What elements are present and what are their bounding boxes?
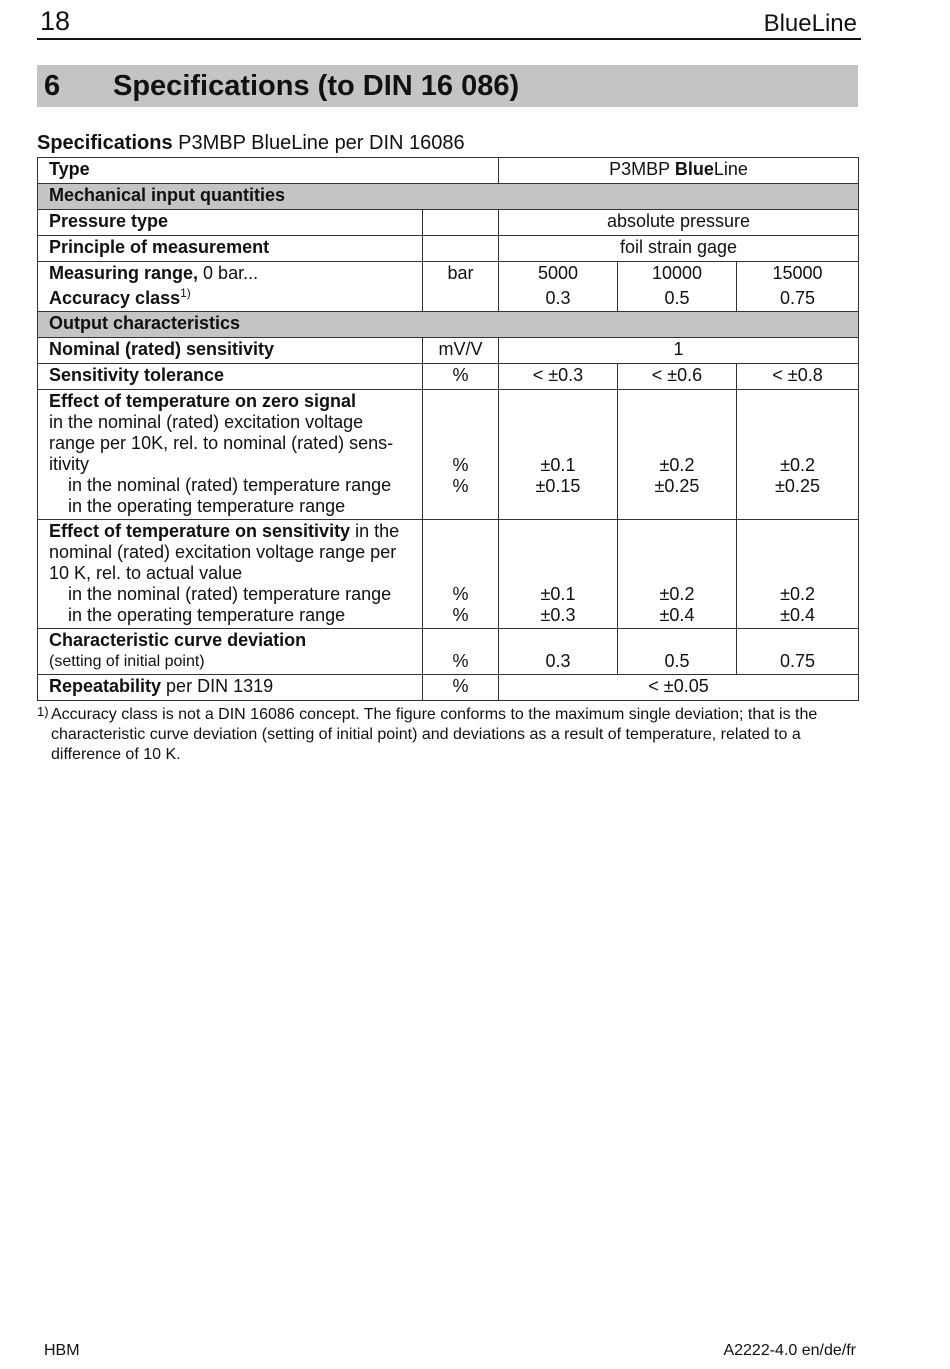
table-row [38, 364, 859, 390]
section-number: 6 [44, 70, 61, 102]
unit: % [452, 476, 469, 496]
nominal-sensitivity-value: 1 [499, 338, 859, 364]
curve-deviation-sub: (setting of initial point) [49, 653, 205, 670]
range-value: 15000 [772, 263, 823, 283]
section-heading [37, 65, 858, 107]
value: ±0.15 [535, 476, 581, 496]
accuracy-value: 0.3 [545, 288, 571, 308]
table-row [38, 312, 859, 338]
sensitivity-effect-sub-nominal: in the nominal (rated) temperature range [68, 584, 392, 604]
value: ±0.2 [659, 455, 695, 475]
caption-rest: P3MBP BlueLine per DIN 16086 [172, 132, 465, 154]
principle-unit [423, 236, 499, 262]
repeatability-rest: per DIN 1319 [161, 676, 274, 696]
sensitivity-effect-label [38, 520, 423, 629]
range-value: 10000 [651, 263, 703, 283]
type-label: Type [38, 158, 499, 184]
table-row [38, 338, 859, 364]
table-row [38, 520, 859, 629]
measuring-range-unit: bar [423, 262, 499, 312]
sensitivity-effect-values [618, 520, 737, 629]
sensitivity-effect-values [499, 520, 618, 629]
pressure-type-unit [423, 210, 499, 236]
footer-doc-number: A2222-4.0 en/de/fr [723, 1342, 856, 1359]
repeatability-unit: % [423, 675, 499, 701]
value: ±0.1 [540, 584, 576, 604]
range-value: 5000 [537, 263, 579, 283]
curve-deviation-value: 0.3 [499, 629, 618, 675]
pressure-type-value: absolute pressure [499, 210, 859, 236]
value: ±0.2 [780, 584, 815, 604]
sensitivity-tolerance-label: Sensitivity tolerance [38, 364, 423, 390]
sensitivity-tolerance-unit: % [423, 364, 499, 390]
repeatability-label [38, 675, 423, 701]
curve-deviation-title: Characteristic curve deviation [49, 630, 307, 650]
pressure-type-label: Pressure type [38, 210, 423, 236]
range-cell [618, 262, 737, 312]
curve-deviation-value: 0.5 [618, 629, 737, 675]
type-value-bold: Blue [674, 159, 714, 179]
sensitivity-tolerance-value: < ±0.8 [737, 364, 859, 390]
principle-label: Principle of measurement [38, 236, 423, 262]
table-row [38, 158, 859, 184]
type-value [499, 158, 859, 184]
footnote [37, 705, 857, 765]
curve-deviation-label [38, 629, 423, 675]
nominal-sensitivity-label: Nominal (rated) sensitivity [38, 338, 423, 364]
sensitivity-effect-desc: in the nominal (rated) excitation voltage range per 10 K, rel. to actual value [49, 521, 400, 583]
table-row [38, 236, 859, 262]
range-cell [737, 262, 859, 312]
footer-publisher: HBM [44, 1342, 80, 1359]
range-accuracy-label [38, 262, 423, 312]
table-row [38, 210, 859, 236]
brand-name: BlueLine [763, 10, 857, 37]
footnote-text: Accuracy class is not a DIN 16086 concept. The figure conforms to the maximum single deviation; that is the characteristic curve deviation (setting of initial point) and deviations as a result of temperature, related to a difference of 10 K. [51, 706, 818, 763]
accuracy-class-label [49, 288, 412, 309]
repeatability-bold: Repeatability [49, 676, 162, 696]
accuracy-value: 0.75 [779, 288, 816, 308]
table-row [38, 184, 859, 210]
accuracy-value: 0.5 [664, 288, 690, 308]
table-row [38, 675, 859, 701]
value: ±0.25 [775, 476, 820, 496]
measuring-range-label [49, 263, 412, 284]
accuracy-class-bold: Accuracy class [49, 288, 181, 308]
sensitivity-effect-units [423, 520, 499, 629]
sensitivity-effect-values [737, 520, 859, 629]
page-number: 18 [40, 6, 71, 36]
value: ±0.4 [659, 605, 695, 625]
zero-signal-values [737, 390, 859, 520]
value: ±0.1 [540, 455, 576, 475]
zero-signal-desc: in the nominal (rated) excitation voltage range per 10K, rel. to nominal (rated) sens-itivity [49, 412, 394, 474]
type-value-suffix: Line [713, 159, 748, 179]
value: ±0.25 [654, 476, 700, 496]
nominal-sensitivity-unit: mV/V [423, 338, 499, 364]
sensitivity-effect-sub-operating: in the operating temperature range [68, 605, 346, 625]
table-row [38, 262, 859, 312]
measuring-range-bold: Measuring range, [49, 263, 199, 283]
mechanical-header: Mechanical input quantities [38, 184, 859, 210]
type-value-prefix: P3MBP [609, 159, 675, 179]
value: ±0.4 [780, 605, 815, 625]
measuring-range-rest: 0 bar... [198, 263, 259, 283]
header-rule [37, 38, 861, 40]
table-row [38, 390, 859, 520]
curve-deviation-value: 0.75 [737, 629, 859, 675]
principle-value: foil strain gage [499, 236, 859, 262]
range-cell [499, 262, 618, 312]
value: ±0.2 [780, 455, 815, 475]
unit: % [452, 605, 469, 625]
sensitivity-tolerance-value: < ±0.3 [499, 364, 618, 390]
curve-deviation-unit: % [423, 629, 499, 675]
unit: % [452, 455, 469, 475]
specifications-table [37, 157, 859, 701]
sensitivity-tolerance-value: < ±0.6 [618, 364, 737, 390]
unit: % [452, 584, 469, 604]
zero-signal-units [423, 390, 499, 520]
accuracy-footnote-mark: 1) [180, 286, 191, 300]
table-row [38, 629, 859, 675]
zero-signal-sub-nominal: in the nominal (rated) temperature range [68, 475, 392, 495]
value: ±0.3 [540, 605, 576, 625]
output-header: Output characteristics [38, 312, 859, 338]
section-title: Specifications (to DIN 16 086) [113, 70, 520, 102]
zero-signal-sub-operating: in the operating temperature range [68, 496, 346, 516]
footnote-mark: 1) [37, 704, 49, 719]
zero-signal-values [618, 390, 737, 520]
sensitivity-effect-title: Effect of temperature on sensitivity [49, 521, 351, 541]
zero-signal-title: Effect of temperature on zero signal [49, 391, 357, 411]
zero-signal-values [499, 390, 618, 520]
repeatability-value: < ±0.05 [499, 675, 859, 701]
zero-signal-label [38, 390, 423, 520]
value: ±0.2 [659, 584, 695, 604]
caption-bold: Specifications [37, 132, 173, 154]
table-caption [37, 132, 465, 155]
